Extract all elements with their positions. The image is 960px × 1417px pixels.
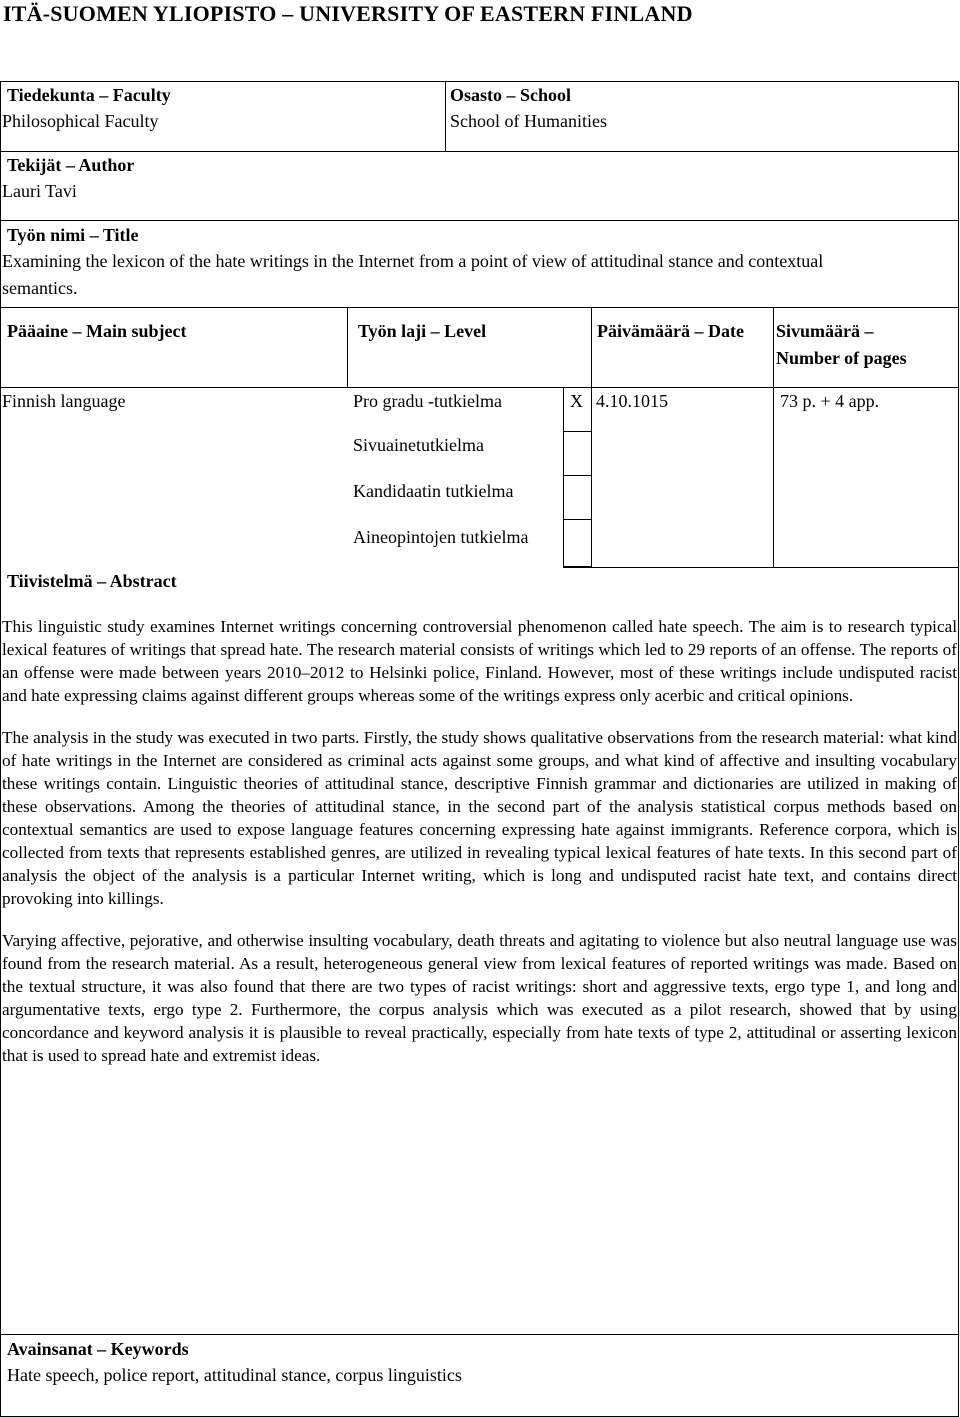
level-option-kandidaatti: Kandidaatin tutkielma: [353, 481, 514, 501]
abstract-body: [2, 615, 957, 1086]
pages-label-line-1: Sivumäärä –: [776, 321, 874, 341]
level-option-pro-gradu: Pro gradu -tutkielma: [353, 391, 502, 411]
row-divider-5: [563, 567, 959, 568]
school-label: Osasto – School: [450, 85, 572, 105]
date-pages-divider: [773, 307, 774, 567]
level-option-sivuaine: Sivuainetutkielma: [353, 435, 484, 455]
pages-label-line-2: Number of pages: [776, 348, 907, 368]
abstract-paragraph: Varying affective, pejorative, and otherwise insulting vocabulary, death threats and agitating to violence but also neutral language use was found from the research material. As a result, heterogeneous general view from lexical features of reported writings was made. Based on the textual structure, it was also found that there are two types of racist writings: short and aggressive texts, ergo type 1, and long and argumentative texts, ergo type 2. Furthermore, the corpus analysis which was executed as a pilot research, showed that by using concordance and keyword analysis it is plausible to reveal practically, especially from hate texts of type 2, attitudinal or asserting lexicon that is used to spread hate and extremist ideas.: [2, 931, 957, 1065]
row-divider-3: [0, 307, 959, 308]
checkbox-mark: X: [570, 391, 583, 411]
abstract-paragraph: The analysis in the study was executed in two parts. Firstly, the study shows qualitative observations from the research material: what kind of hate writings in the Internet are considered as criminal acts against some groups, and what kind of affective and insulting vocabulary these writings contain. Linguistic theories of attitudinal stance, descriptive Finnish grammar and dictionaries are utilized in making of these observations. Among the theories of attitudinal stance, in the second part of the analysis statistical corpus methods based on contextual semantics are used to expose language features concerning expressing hate against immigrants. Reference corpora, which is collected from texts that represents established genres, are utilized in revealing typical lexical features of hate texts. In this second part of analysis the object of the analysis is a particular Internet writing, which is long and undisputed racist hate text, and contains direct provoking into killings.: [2, 728, 957, 908]
abstract-paragraph: This linguistic study examines Internet writings concerning controversial phenomenon called hate speech. The aim is to research typical lexical features of writings that spread hate. The research material consists of writings which led to 29 reports of an offense. The reports of an offense were made between years 2010–2012 to Helsinki police, Finland. However, most of these writings include undisputed racist and hate expressing claims against different groups whereas some of the writings express only acerbic and critical opinions.: [2, 617, 957, 705]
pages-value: 73 p. + 4 app.: [780, 391, 880, 411]
row-divider-1: [0, 151, 959, 152]
date-value: 4.10.1015: [596, 391, 668, 411]
checkbox-aineopinnot[interactable]: [563, 519, 592, 567]
row-divider-6: [0, 1334, 959, 1335]
title-line-1: Examining the lexicon of the hate writings in the Internet from a point of view of attitudinal stance and contextual: [2, 251, 824, 271]
main-subject-value: Finnish language: [2, 391, 126, 411]
level-date-divider: [591, 307, 592, 387]
row-divider-2: [0, 220, 959, 221]
abstract-label: Tiivistelmä – Abstract: [7, 571, 177, 591]
keywords-value: Hate speech, police report, attitudinal stance, corpus linguistics: [7, 1365, 462, 1385]
keywords-label: Avainsanat – Keywords: [7, 1339, 189, 1359]
author-label: Tekijät – Author: [7, 155, 135, 175]
date-label: Päivämäärä – Date: [597, 321, 744, 341]
title-label: Työn nimi – Title: [7, 225, 139, 245]
faculty-school-divider: [445, 81, 446, 151]
level-option-aineopinnot: Aineopintojen tutkielma: [353, 527, 529, 547]
subject-level-divider: [347, 307, 348, 387]
row-divider-4: [0, 387, 959, 388]
faculty-value: Philosophical Faculty: [2, 111, 159, 131]
checkbox-kandidaatti[interactable]: [563, 475, 592, 520]
level-label: Työn laji – Level: [358, 321, 487, 341]
school-value: School of Humanities: [450, 111, 607, 131]
checkbox-sivuaine[interactable]: [563, 431, 592, 476]
university-header: ITÄ-SUOMEN YLIOPISTO – UNIVERSITY OF EASTERN FINLAND: [3, 1, 693, 26]
title-line-2: semantics.: [2, 278, 78, 298]
faculty-label: Tiedekunta – Faculty: [7, 85, 171, 105]
author-value: Lauri Tavi: [2, 181, 77, 201]
main-subject-label: Pääaine – Main subject: [7, 321, 187, 341]
